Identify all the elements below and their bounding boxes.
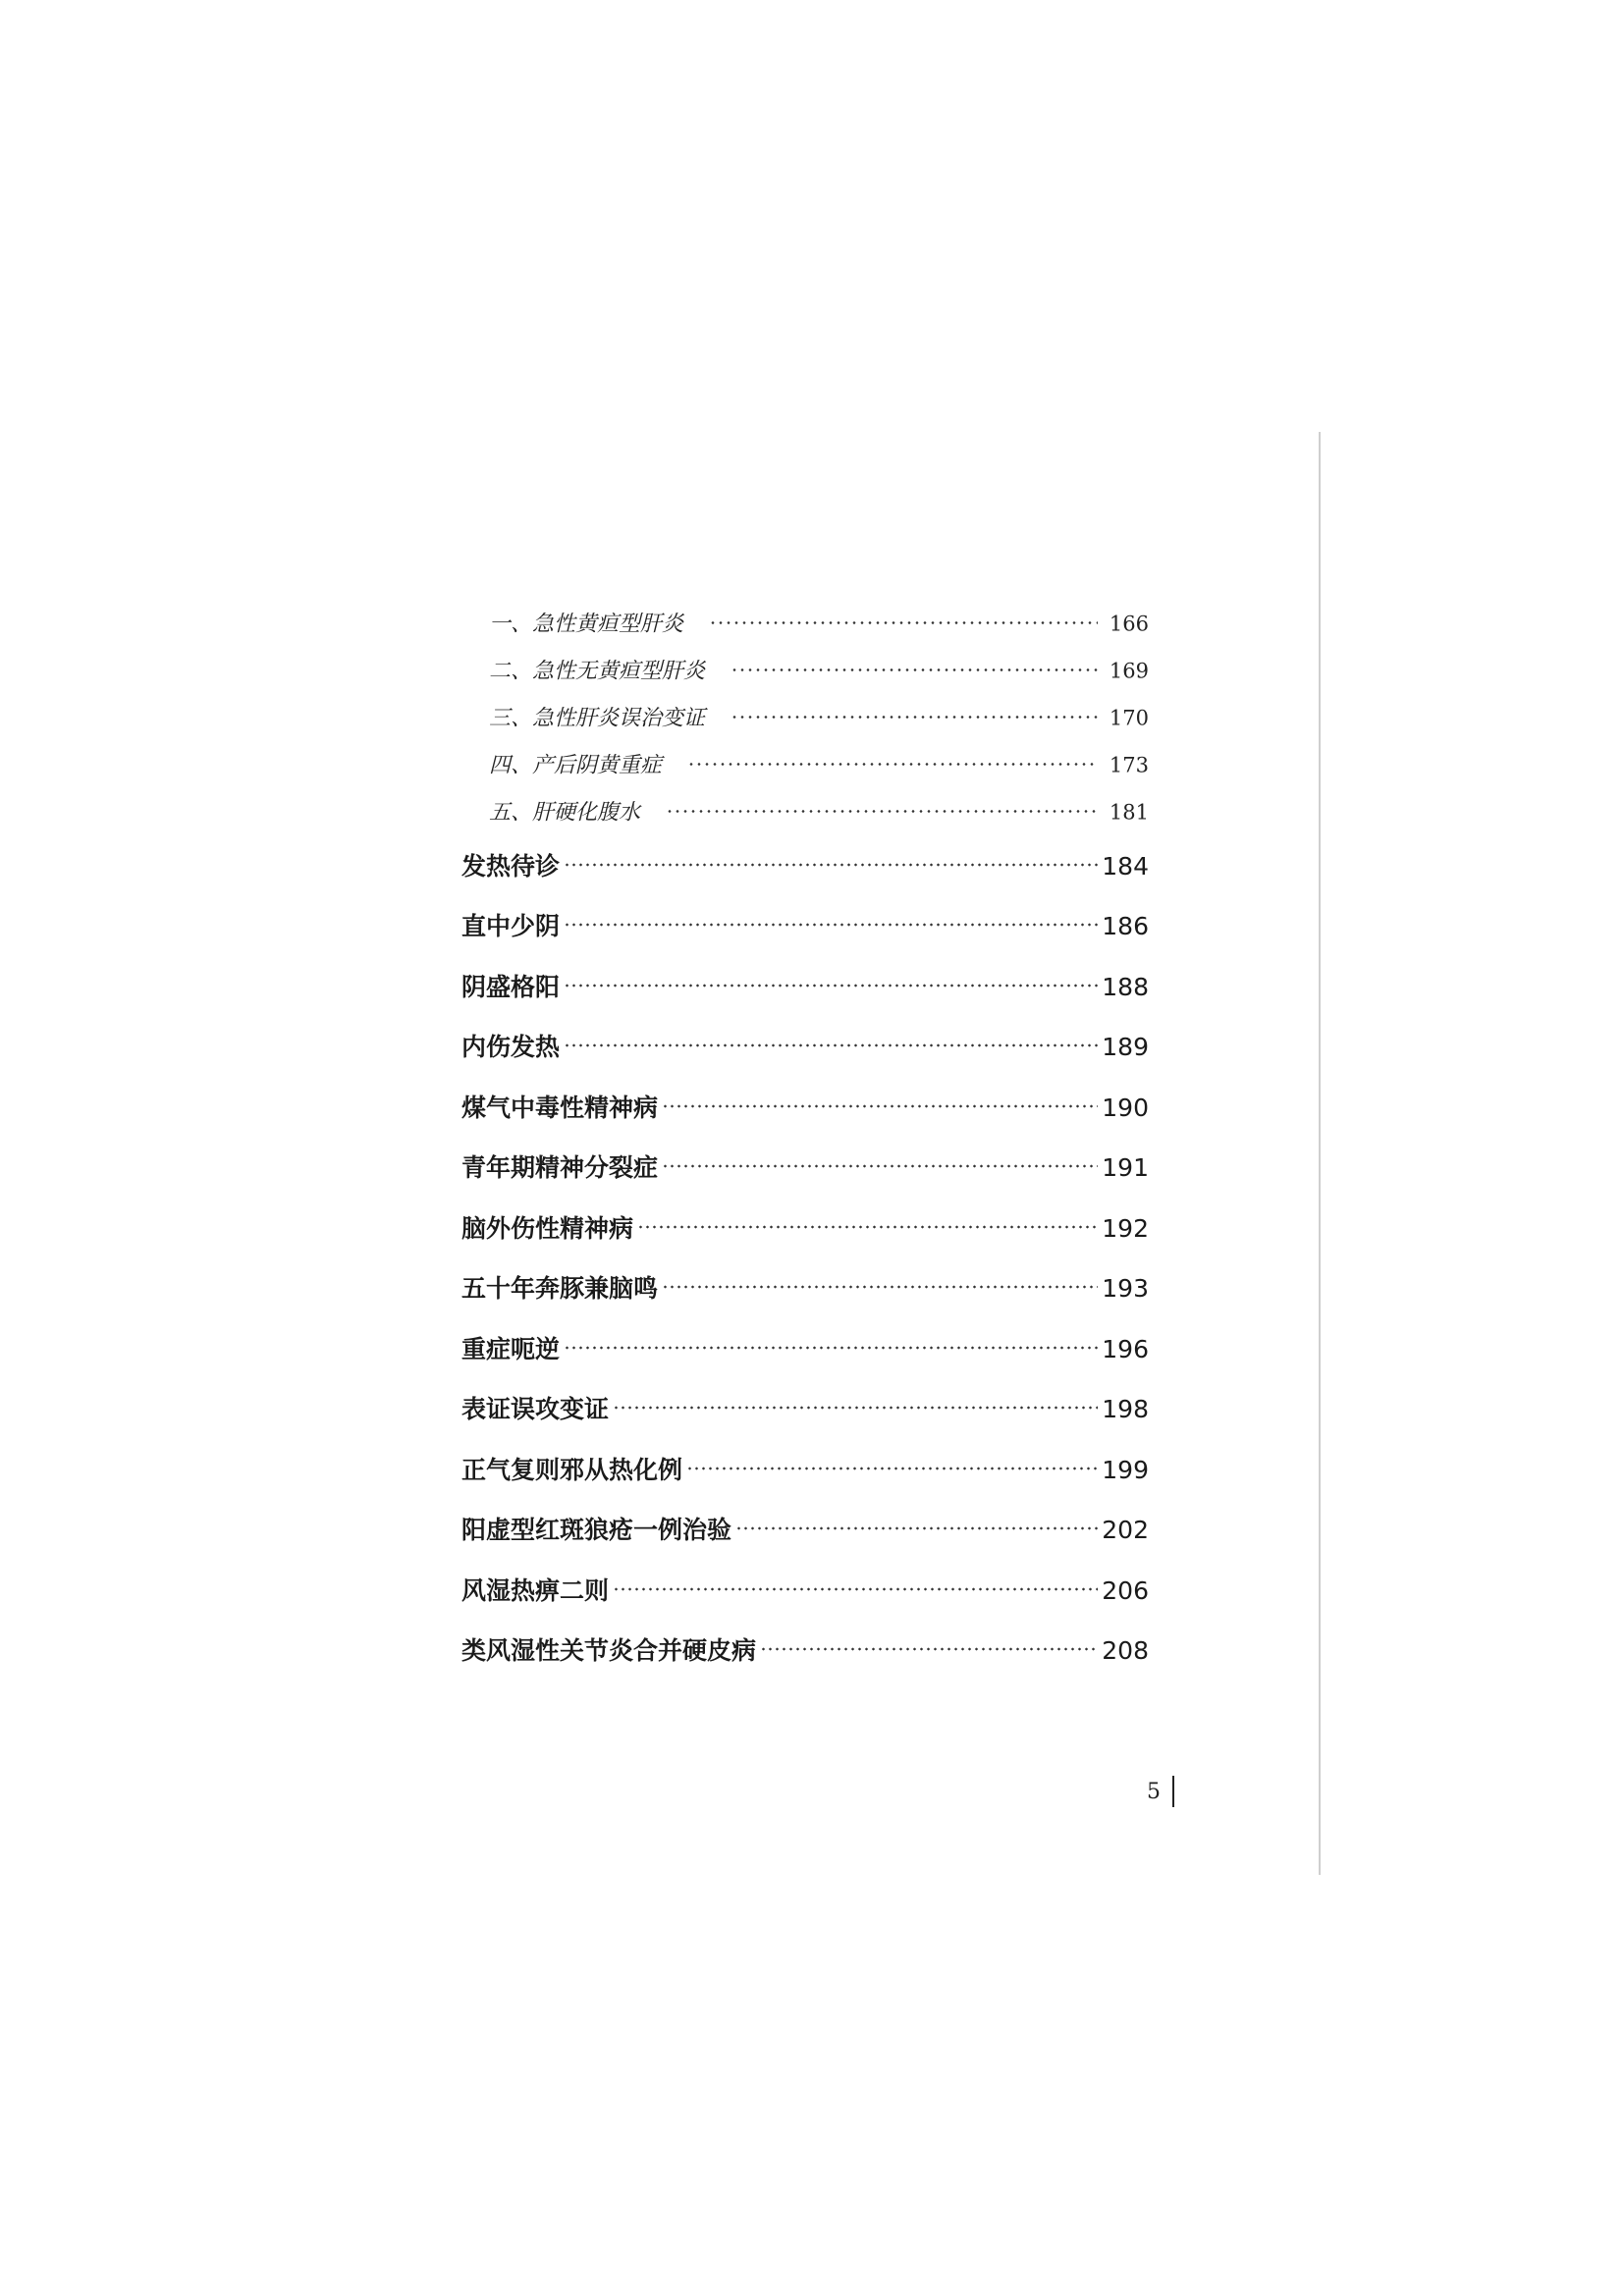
toc-entry-title: 五、肝硬化腹水: [489, 800, 641, 826]
toc-entry-title: 内伤发热: [461, 1033, 561, 1062]
dot-leader: [709, 619, 1098, 625]
toc-entry-page: 196: [1102, 1334, 1149, 1363]
toc-entry-page: 186: [1102, 912, 1149, 941]
toc-entry-title: 阳虚型红斑狼疮一例治验: [461, 1516, 732, 1545]
toc-entry-title: 脑外伤性精神病: [461, 1213, 634, 1243]
dot-leader: [662, 1163, 1098, 1169]
toc-main-entry: [461, 1076, 1149, 1137]
toc-main-entry: [461, 1438, 1149, 1499]
toc-sub-entry: [489, 693, 1149, 740]
toc-entry-title: 重症呃逆: [461, 1334, 561, 1363]
toc-entry-page: 169: [1109, 659, 1149, 683]
page-number: [1147, 1775, 1174, 1808]
toc-entry-title: 发热待诊: [461, 851, 561, 881]
toc-entry-page: 193: [1102, 1274, 1149, 1304]
table-of-contents: [461, 599, 1149, 1680]
dot-leader: [731, 714, 1098, 720]
toc-main-entry: [461, 1257, 1149, 1318]
toc-main-entry: [461, 955, 1149, 1016]
dot-leader: [564, 922, 1098, 928]
dot-leader: [564, 983, 1098, 988]
toc-entry-page: 202: [1102, 1516, 1149, 1545]
toc-main-entry: [461, 834, 1149, 895]
toc-entry-title: 正气复则邪从热化例: [461, 1455, 683, 1484]
toc-entry-page: 166: [1109, 612, 1149, 636]
page-number-rule: [1172, 1776, 1174, 1807]
toc-entry-title: 二、急性无黄疸型肝炎: [489, 659, 706, 684]
toc-entry-page: 208: [1102, 1636, 1149, 1666]
toc-entry-title: 风湿热痹二则: [461, 1575, 610, 1605]
toc-entry-title: 四、产后阴黄重症: [489, 753, 663, 778]
dot-leader: [637, 1224, 1098, 1230]
toc-entry-title: 直中少阴: [461, 912, 561, 941]
toc-entry-title: 煤气中毒性精神病: [461, 1093, 659, 1122]
dot-leader: [564, 1042, 1098, 1048]
dot-leader: [662, 1284, 1098, 1290]
toc-sub-entry: [489, 740, 1149, 787]
dot-leader: [666, 808, 1098, 814]
toc-main-entry: [461, 895, 1149, 956]
dot-leader: [760, 1646, 1098, 1652]
toc-entry-title: 类风湿性关节炎合并硬皮病: [461, 1636, 757, 1666]
toc-entry-page: 181: [1109, 800, 1149, 825]
dot-leader: [613, 1586, 1098, 1592]
dot-leader: [564, 1345, 1098, 1351]
toc-entry-page: 190: [1102, 1093, 1149, 1122]
toc-entry-page: 192: [1102, 1213, 1149, 1243]
toc-entry-title: 阴盛格阳: [461, 972, 561, 1001]
toc-entry-title: 五十年奔豚兼脑鸣: [461, 1274, 659, 1304]
dot-leader: [564, 862, 1098, 868]
toc-main-entry: [461, 1378, 1149, 1439]
toc-sub-entry: [489, 599, 1149, 646]
toc-main-entry: [461, 1137, 1149, 1198]
toc-main-entry: [461, 1317, 1149, 1378]
toc-entry-title: 三、急性肝炎误治变证: [489, 706, 706, 731]
dot-leader: [731, 667, 1098, 672]
toc-entry-page: 188: [1102, 972, 1149, 1001]
toc-main-entry: [461, 1197, 1149, 1257]
toc-sub-entry: [489, 646, 1149, 693]
toc-entry-page: 191: [1102, 1153, 1149, 1183]
toc-entry-page: 206: [1102, 1575, 1149, 1605]
toc-entry-title: 一、急性黄疸型肝炎: [489, 612, 684, 637]
page-edge-line: [1319, 432, 1321, 1875]
page-number-text: 5: [1147, 1779, 1161, 1804]
toc-entry-page: 199: [1102, 1455, 1149, 1484]
toc-entry-page: 173: [1109, 753, 1149, 777]
dot-leader: [687, 761, 1098, 767]
toc-main-entry: [461, 1016, 1149, 1077]
toc-entry-title: 表证误攻变证: [461, 1395, 610, 1424]
dot-leader: [613, 1405, 1098, 1411]
toc-entry-page: 170: [1109, 706, 1149, 730]
toc-entry-page: 184: [1102, 851, 1149, 881]
dot-leader: [662, 1103, 1098, 1109]
toc-main-entry: [461, 1620, 1149, 1681]
toc-main-entry: [461, 1559, 1149, 1620]
toc-main-entry: [461, 1499, 1149, 1560]
toc-entry-page: 198: [1102, 1395, 1149, 1424]
toc-sub-entry: [489, 787, 1149, 834]
dot-leader: [686, 1466, 1098, 1471]
toc-entry-page: 189: [1102, 1033, 1149, 1062]
toc-entry-title: 青年期精神分裂症: [461, 1153, 659, 1183]
dot-leader: [735, 1525, 1098, 1531]
